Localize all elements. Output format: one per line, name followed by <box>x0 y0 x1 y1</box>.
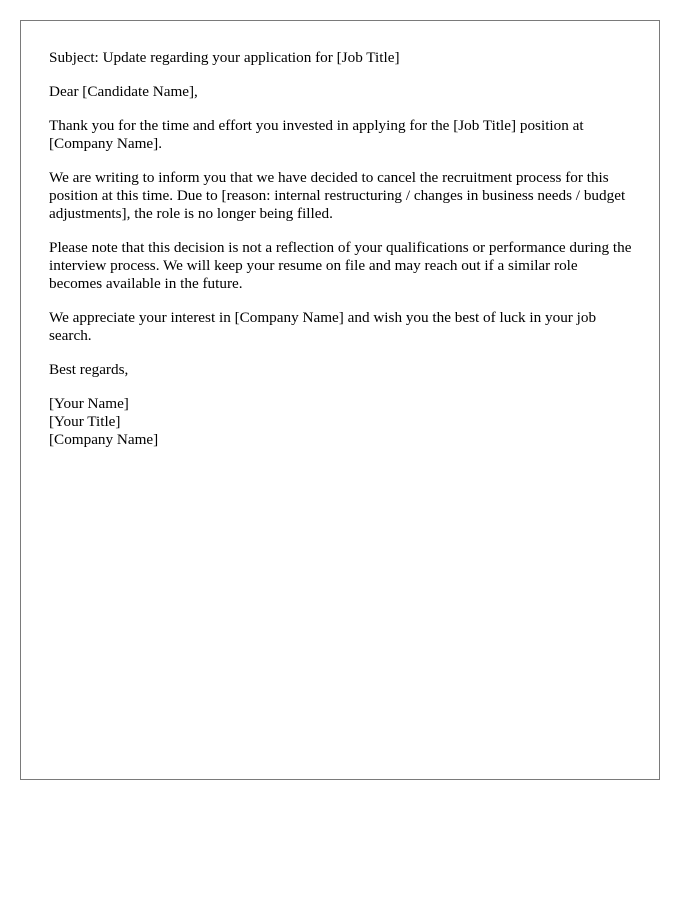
signature-name: [Your Name] <box>49 395 129 412</box>
signature-block <box>49 395 633 449</box>
letter-salutation: Dear [Candidate Name], <box>49 83 198 100</box>
letter-paragraph-appreciation: We appreciate your interest in [Company Name] and wish you the best of luck in your job search. <box>49 309 597 344</box>
letter-subject: Subject: Update regarding your application for [Job Title] <box>49 49 400 66</box>
letter-paragraph-cancellation: We are writing to inform you that we have decided to cancel the recruitment process for this position at this time. Due to [reason: internal restructuring / changes in business needs / budget adjustments], the role is no longer being filled. <box>49 169 626 222</box>
signature-company: [Company Name] <box>49 431 159 448</box>
letter-closing: Best regards, <box>49 361 129 378</box>
letter-page <box>20 20 660 780</box>
signature-title: [Your Title] <box>49 413 121 430</box>
letter-paragraph-note: Please note that this decision is not a reflection of your qualifications or performance during the interview process. We will keep your resume on file and may reach out if a similar role becomes available in the future. <box>49 239 632 292</box>
letter-body <box>49 49 633 449</box>
letter-paragraph-thanks: Thank you for the time and effort you invested in applying for the [Job Title] position at [Company Name]. <box>49 117 584 152</box>
